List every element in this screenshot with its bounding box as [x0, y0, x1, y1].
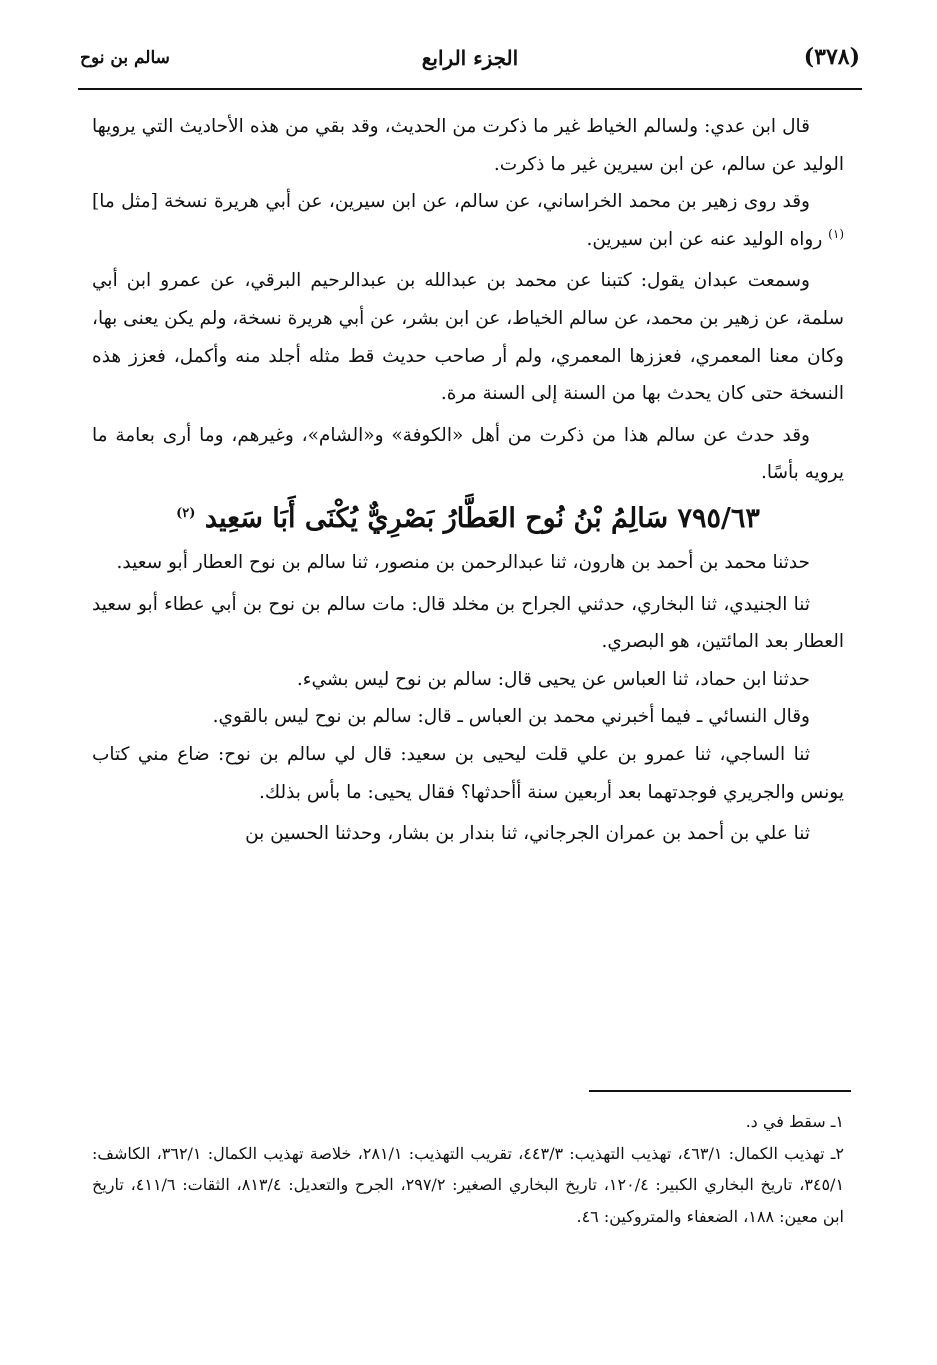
running-header: [80, 40, 860, 80]
paragraph: ثنا الساجي، ثنا عمرو بن علي قلت ليحيى بن سعيد: قال لي سالم بن نوح: ضاع مني كتاب يونس والجريري فوجدتهما بعد أربعين سنة أأحدثها؟ فقال يحيى: ما بأس بذلك.: [92, 743, 844, 803]
footnote-reference: (١): [828, 226, 844, 241]
page-number: (٣٧٨): [803, 44, 860, 70]
footnote: ١ـ سقط في د.: [745, 1112, 844, 1131]
footnote-rule: [589, 1090, 851, 1092]
paragraph: قال ابن عدي: ولسالم الخياط غير ما ذكرت من الحديث، وقد بقي من هذه الأحاديث التي يرويها الوليد عن سالم، عن ابن سيرين غير ما ذكرت.: [92, 116, 844, 175]
paragraph: ثنا علي بن أحمد بن عمران الجرجاني، ثنا بندار بن بشار، وحدثنا الحسين بن: [245, 823, 810, 845]
volume-title: الجزء الرابع: [421, 46, 519, 70]
body-text: [92, 108, 844, 853]
entry-heading: [92, 496, 844, 542]
paragraph: حدثنا محمد بن أحمد بن هارون، ثنا عبدالرحمن بن منصور، ثنا سالم بن نوح العطار أبو سعيد.: [116, 551, 810, 573]
paragraph-text: رواه الوليد عنه عن ابن سيرين.: [586, 228, 829, 250]
paragraph: حدثنا ابن حماد، ثنا العباس عن يحيى قال: سالم بن نوح ليس بشيء.: [296, 668, 810, 690]
header-rule: [78, 88, 862, 90]
footnotes: [92, 1106, 844, 1232]
paragraph-text: وقد روى زهير بن محمد الخراساني، عن سالم، عن ابن سيرين، عن أبي هريرة نسخة [مثل ما]: [92, 191, 810, 213]
paragraph: وقد حدث عن سالم هذا من ذكرت من أهل «الكوفة» و«الشام»، وغيرهم، وما أرى بعامة ما يرويه بأسًا.: [92, 424, 844, 484]
footnote-reference: (٢): [176, 505, 196, 521]
running-entry-name: سالم بن نوح: [80, 48, 170, 68]
paragraph: وسمعت عبدان يقول: كتبنا عن محمد بن عبدالله بن عبدالرحيم البرقي، عن عمرو ابن أبي سلمة، عن زهير بن محمد، عن سالم الخياط، عن ابن بشر، عن أبي هريرة نسخة، ولم يكن يعنى بها، وكان معنا المعمري، فعززها المعمري، ولم أر صاحب حديث قط مثله أجلد منه وأكمل، فعزز هذه النسخة حتى كان يحدث بها من السنة إلى السنة مرة.: [92, 270, 844, 405]
entry-title: ٧٩٥/٦٣ سَالِمُ بْنُ نُوح العَطَّارُ بَصْرِيٌّ يُكْنَى أَبَا سَعِيد: [204, 502, 760, 534]
paragraph: ثنا الجنيدي، ثنا البخاري، حدثني الجراح بن مخلد قال: مات سالم بن نوح بن أبي عطاء أبو سعيد العطار بعد المائتين، هو البصري.: [92, 593, 844, 653]
footnote: ٢ـ تهذيب الكمال: ٤٦٣/١، تهذيب التهذيب: ٤٤٣/٣، تقريب التهذيب: ٢٨١/١، خلاصة تهذيب الكمال: ٣٦٢/١، الكاشف: ٣٤٥/١، تاريخ البخاري الكبير: ١٢٠/٤، تاريخ البخاري الصغير: ٢٩٧/٢، الجرح والتعديل: ٨١٣/٤، الثقات: ٤١١/٦، تاريخ ابن معين: ١٨٨، الضعفاء والمتروكين: ٤٦.: [92, 1143, 845, 1226]
paragraph: وقال النسائي ـ فيما أخبرني محمد بن العباس ـ قال: سالم بن نوح ليس بالقوي.: [212, 706, 810, 728]
paragraph: [92, 183, 844, 258]
